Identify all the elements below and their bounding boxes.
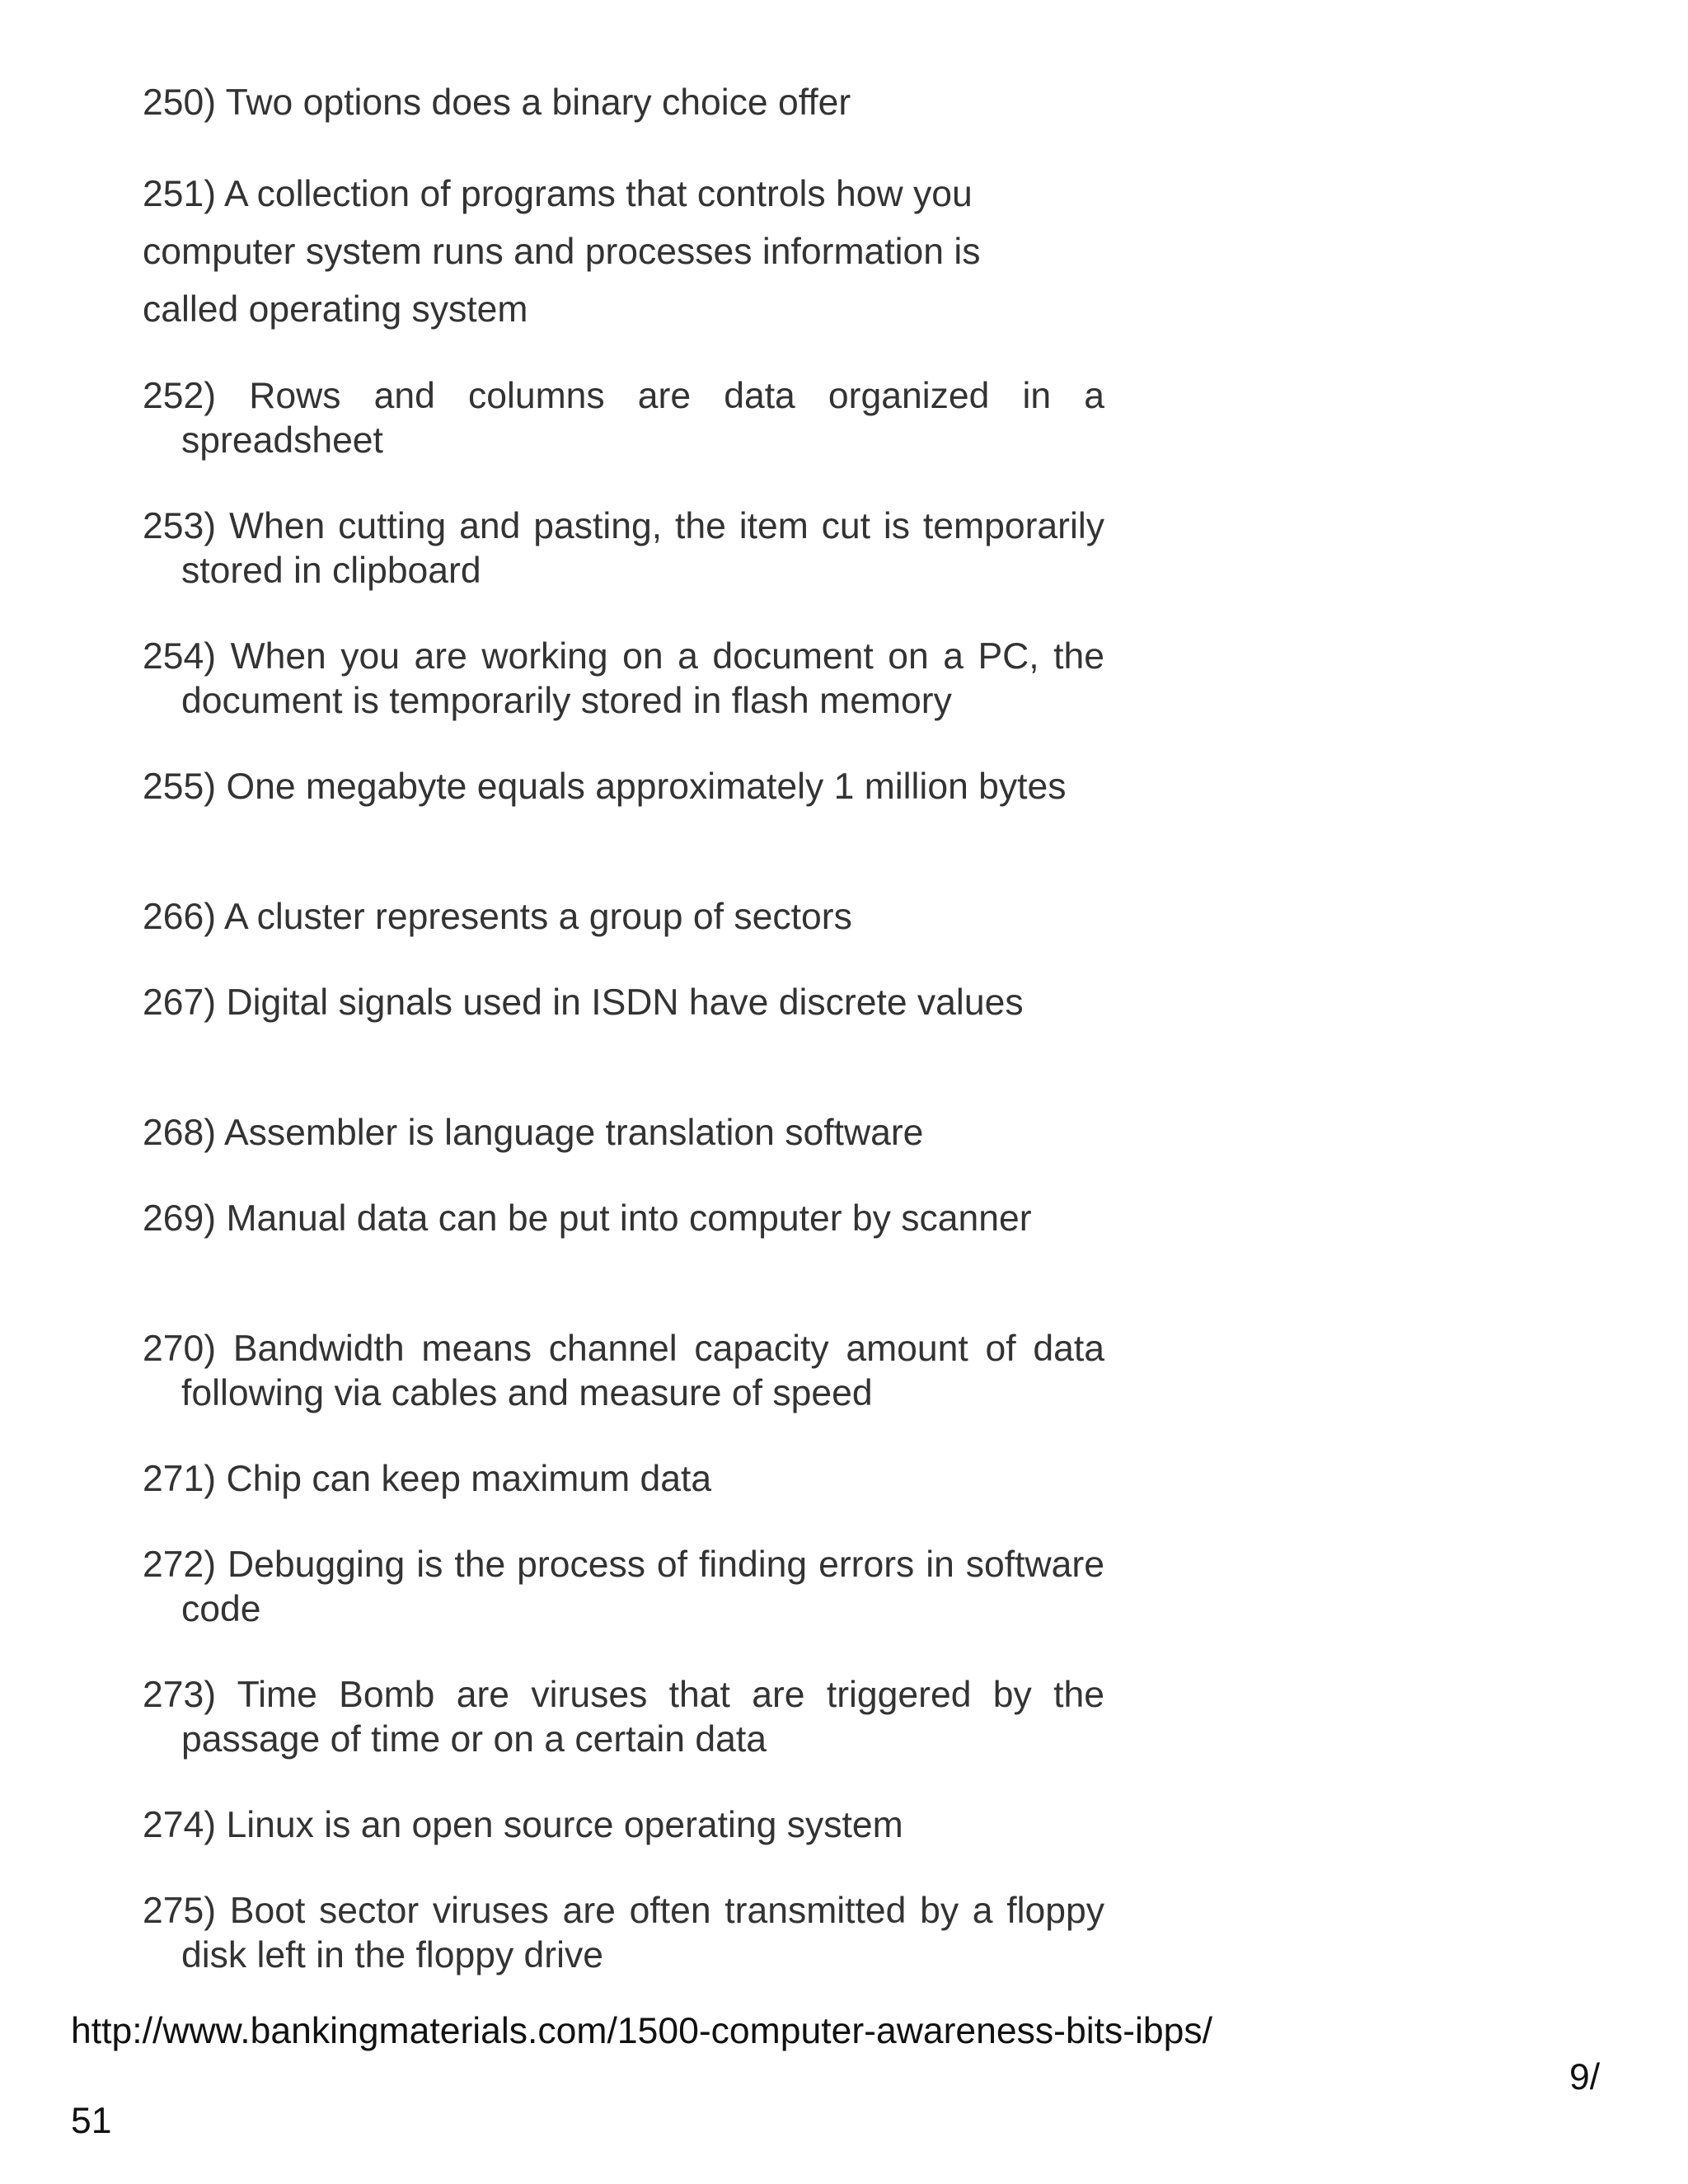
- page-number-part-2: 51: [71, 2101, 112, 2141]
- list-item: [143, 1673, 1104, 1762]
- footer-url: http://www.bankingmaterials.com/1500-computer-awareness-bits-ibps/: [71, 2011, 1213, 2051]
- list-item: [143, 1543, 1104, 1632]
- list-item: [143, 1111, 923, 1155]
- item-number: 269): [143, 1198, 217, 1239]
- item-number: 272): [143, 1544, 217, 1585]
- list-item: [143, 504, 1104, 593]
- list-item: [143, 895, 852, 940]
- list-item: [143, 1327, 1104, 1416]
- item-text: Assembler is language translation software: [224, 1113, 924, 1153]
- item-number: 274): [143, 1805, 217, 1845]
- list-item: [143, 1457, 711, 1502]
- item-text: Digital signals used in ISDN have discrete values: [226, 982, 1024, 1023]
- item-text: Bandwidth means channel capacity amount of data following via cables and measure of speed: [181, 1329, 1104, 1413]
- item-text: When you are working on a document on a PC, the document is temporarily stored in flash memory: [181, 636, 1104, 721]
- list-item: [143, 81, 851, 125]
- item-number: 275): [143, 1891, 217, 1931]
- item-number: 266): [143, 897, 217, 937]
- item-number: 270): [143, 1329, 217, 1369]
- list-item: [143, 1197, 1104, 1241]
- item-number: 273): [143, 1675, 217, 1715]
- item-text: Time Bomb are viruses that are triggered by the passage of time or on a certain data: [181, 1675, 1104, 1760]
- item-number: 251): [143, 174, 217, 214]
- list-item: [143, 765, 1104, 809]
- list-item: [143, 981, 1104, 1025]
- item-text: When cutting and pasting, the item cut is temporarily stored in clipboard: [181, 506, 1104, 591]
- item-text: Chip can keep maximum data: [226, 1459, 712, 1499]
- item-text: A cluster represents a group of sectors: [224, 897, 852, 937]
- list-item: [143, 166, 1041, 339]
- item-number: 253): [143, 506, 217, 546]
- item-number: 271): [143, 1459, 217, 1499]
- item-number: 252): [143, 376, 217, 416]
- item-number: 254): [143, 636, 217, 677]
- item-number: 267): [143, 982, 217, 1023]
- item-text: Linux is an open source operating system: [226, 1805, 903, 1845]
- list-item: [143, 1803, 903, 1848]
- item-text: One megabyte equals approximately 1 million bytes: [226, 766, 1067, 807]
- item-number: 255): [143, 766, 217, 807]
- item-number: 268): [143, 1113, 217, 1153]
- item-text: Debugging is the process of finding errors in software code: [181, 1544, 1104, 1629]
- item-text: Boot sector viruses are often transmitted by a floppy disk left in the floppy drive: [181, 1891, 1104, 1975]
- item-number: 250): [143, 82, 217, 123]
- item-text: Rows and columns are data organized in a spreadsheet: [181, 376, 1104, 461]
- page-number-part-1: 9/: [1569, 2057, 1601, 2097]
- item-text: A collection of programs that controls how you computer system runs and processes information is called operating system: [143, 174, 981, 330]
- item-text: Manual data can be put into computer by scanner: [226, 1198, 1032, 1239]
- list-item: [143, 374, 1104, 463]
- item-text: Two options does a binary choice offer: [225, 82, 851, 123]
- list-item: [143, 635, 1104, 724]
- list-item: [143, 1889, 1104, 1978]
